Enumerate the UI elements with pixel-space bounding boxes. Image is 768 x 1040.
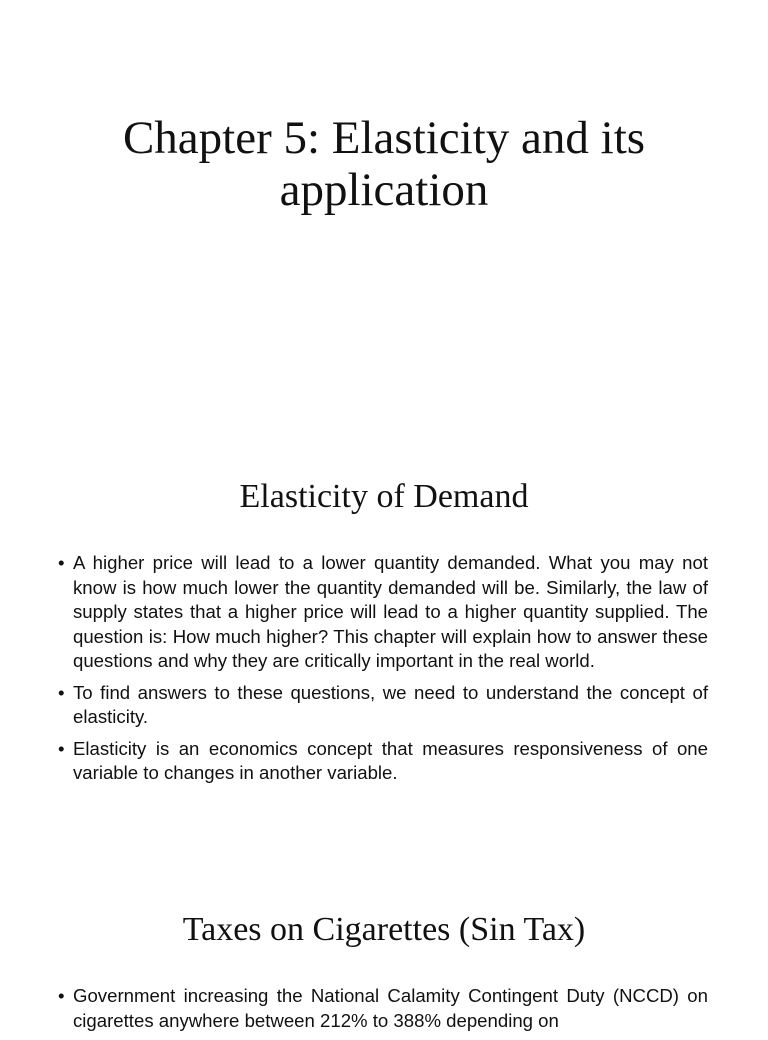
bullet-icon: • <box>58 985 65 1006</box>
bullet-list-elasticity <box>58 551 708 793</box>
bullet-text: Government increasing the National Calamity Contingent Duty (NCCD) on cigarettes anywhere between 212% to 388% depending on <box>73 985 708 1031</box>
bullet-icon: • <box>58 681 65 703</box>
bullet-item <box>58 737 708 786</box>
slide-title-line-2: application <box>279 164 489 216</box>
bullet-icon: • <box>58 552 65 573</box>
section-heading-elasticity-of-demand: Elasticity of Demand <box>239 478 529 515</box>
bullet-text: Elasticity is an economics concept that measures responsiveness of one variable to changes in another variable. <box>73 737 708 783</box>
bullet-icon: • <box>58 737 65 759</box>
bullet-text: To find answers to these questions, we need to understand the concept of elasticity. <box>73 681 708 727</box>
bullet-text: A higher price will lead to a lower quantity demanded. What you may not know is how much lower the quantity demanded will be. Similarly, the law of supply states that a higher price will lead to a higher quantity supplied. The question is: How much higher? This chapter will explain how to answer these questions and why they are critically important in the real world. <box>73 552 708 671</box>
bullet-list-sin-tax <box>58 984 708 1040</box>
bullet-item <box>58 984 708 1033</box>
section-heading-sin-tax: Taxes on Cigarettes (Sin Tax) <box>182 911 586 948</box>
bullet-item <box>58 551 708 674</box>
slide-title <box>0 112 768 216</box>
bullet-item <box>58 681 708 730</box>
slide-title-line-1: Chapter 5: Elasticity and its <box>122 112 646 164</box>
